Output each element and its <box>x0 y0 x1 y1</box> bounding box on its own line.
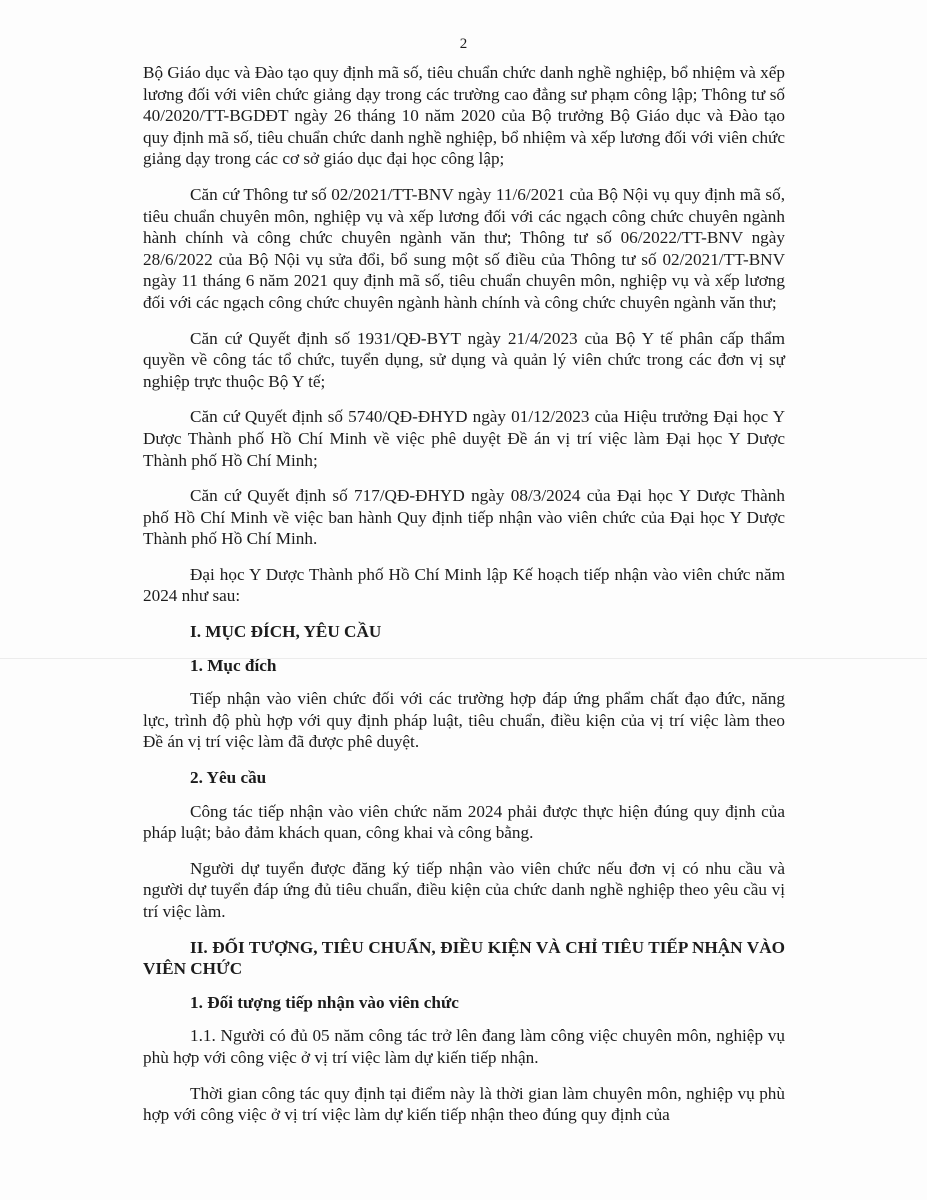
paragraph-legal-basis-5: Căn cứ Quyết định số 717/QĐ-ĐHYD ngày 08/3/2024 của Đại học Y Dược Thành phố Hồ Chí Minh về việc ban hành Quy định tiếp nhận vào viên chức của Đại học Y Dược Thành phố Hồ Chí Minh. <box>143 486 785 549</box>
paragraph-legal-basis-3: Căn cứ Quyết định số 1931/QĐ-BYT ngày 21/4/2023 của Bộ Y tế phân cấp thẩm quyền về công tác tổ chức, tuyển dụng, sử dụng và quản lý viên chức trong các đơn vị sự nghiệp trực thuộc Bộ Y tế; <box>143 328 785 391</box>
section-heading-2: II. ĐỐI TƯỢNG, TIÊU CHUẨN, ĐIỀU KIỆN VÀ CHỈ TIÊU TIẾP NHẬN VÀO VIÊN CHỨC <box>143 937 785 979</box>
paragraph-legal-basis-2: Căn cứ Thông tư số 02/2021/TT-BNV ngày 11/6/2021 của Bộ Nội vụ quy định mã số, tiêu chuẩn chuyên môn, nghiệp vụ và xếp lương đối với các ngạch công chức chuyên ngành hành chính và công chức chuyên ngành văn thư; Thông tư số 06/2022/TT-BNV ngày 28/6/2022 của Bộ Nội vụ sửa đổi, bổ sung một số điều của Thông tư số 02/2021/TT-BNV ngày 11 tháng 6 năm 2021 quy định mã số, tiêu chuẩn chuyên môn, nghiệp vụ và xếp lương đối với các ngạch công chức chuyên ngành hành chính và công chức chuyên ngành văn thư; <box>143 184 785 312</box>
paragraph-requirements-2: Người dự tuyển được đăng ký tiếp nhận vào viên chức nếu đơn vị có nhu cầu và người dự tuyển đáp ứng đủ tiêu chuẩn, điều kiện của chức danh nghề nghiệp theo yêu cầu vị trí việc làm. <box>143 858 785 921</box>
paragraph-plan-intro: Đại học Y Dược Thành phố Hồ Chí Minh lập Kế hoạch tiếp nhận vào viên chức năm 2024 như sau: <box>143 564 785 606</box>
subsection-heading-requirements: 2. Yêu cầu <box>190 768 267 788</box>
paragraph-requirements-1: Công tác tiếp nhận vào viên chức năm 2024 phải được thực hiện đúng quy định của pháp luật; bảo đảm khách quan, công khai và công bằng. <box>143 801 785 843</box>
paragraph-purpose: Tiếp nhận vào viên chức đối với các trường hợp đáp ứng phẩm chất đạo đức, năng lực, trình độ phù hợp với quy định pháp luật, tiêu chuẩn, điều kiện của vị trí việc làm theo Đề án vị trí việc làm đã được phê duyệt. <box>143 689 785 752</box>
paragraph-work-period: Thời gian công tác quy định tại điểm này là thời gian làm chuyên môn, nghiệp vụ phù hợp với công việc ở vị trí việc làm dự kiến tiếp nhận theo đúng quy định của <box>143 1083 785 1125</box>
paragraph-subjects-1-1: 1.1. Người có đủ 05 năm công tác trở lên đang làm công việc chuyên môn, nghiệp vụ phù hợp với công việc ở vị trí việc làm dự kiến tiếp nhận. <box>143 1026 785 1067</box>
section-heading-1: I. MỤC ĐÍCH, YÊU CẦU <box>190 622 382 642</box>
paragraph-legal-basis-4: Căn cứ Quyết định số 5740/QĐ-ĐHYD ngày 01/12/2023 của Hiệu trưởng Đại học Y Dược Thành phố Hồ Chí Minh về việc phê duyệt Đề án vị trí việc làm Đại học Y Dược Thành phố Hồ Chí Minh; <box>143 407 785 470</box>
document-body <box>143 62 785 1140</box>
paragraph-legal-basis-1: Bộ Giáo dục và Đào tạo quy định mã số, tiêu chuẩn chức danh nghề nghiệp, bổ nhiệm và xếp lương đối với viên chức giảng dạy trong các trường cao đẳng sư phạm công lập; Thông tư số 40/2020/TT-BGDĐT ngày 26 tháng 10 năm 2020 của Bộ trưởng Bộ Giáo dục và Đào tạo quy định mã số, tiêu chuẩn chức danh nghề nghiệp, bổ nhiệm và xếp lương đối với viên chức giảng dạy trong các cơ sở giáo dục đại học công lập; <box>143 63 785 169</box>
page-number: 2 <box>459 36 468 52</box>
subsection-heading-subjects: 1. Đối tượng tiếp nhận vào viên chức <box>190 992 459 1012</box>
subsection-heading-purpose: 1. Mục đích <box>190 655 277 675</box>
